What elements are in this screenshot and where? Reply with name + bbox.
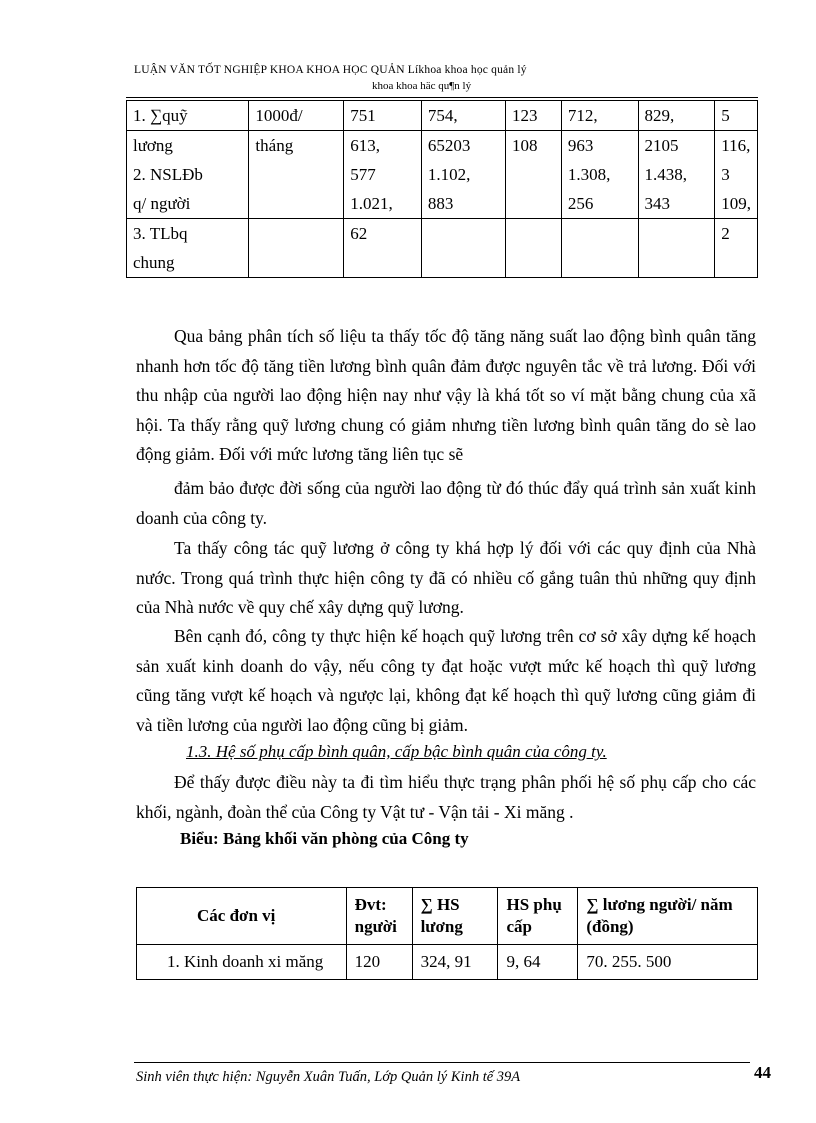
page-number: 44 [754,1063,771,1082]
footer-text: Sinh viên thực hiện: Nguyễn Xuân Tuấn, Lớp Quản lý Kinh tế 39A [136,1069,521,1085]
table-cell: 120 [346,945,412,980]
table-cell: 829, [638,101,715,131]
paragraph-living-standard: đảm bảo được đời sống của người lao động từ đó thúc đẩy quá trình sản xuất kinh doanh của công ty. [136,478,756,528]
table-cell: tháng [249,131,344,219]
footer-rule [134,1062,750,1063]
table-cell: 1. Kinh doanh xi măng [137,945,347,980]
table-caption: Biểu: Bảng khối văn phòng của Công ty [180,829,469,848]
header-rule [126,97,758,98]
table-cell: 613, 577 1.021, [344,131,422,219]
table-cell: 123 [506,101,562,131]
table-cell: 3. TLbq chung [127,219,249,278]
table-cell: lương 2. NSLĐb q/ người [127,131,249,219]
table-row [127,101,758,131]
table-cell: 116, 3 109, [715,131,758,219]
column-header: ∑ HS lương [412,888,498,945]
table-cell: 963 1.308, 256 [561,131,638,219]
table-row [127,131,758,219]
table-cell: 2105 1.438, 343 [638,131,715,219]
table-cell: 2 [715,219,758,278]
table-cell [506,219,562,278]
paragraph-intro-table: Để thấy được điều này ta đi tìm hiểu thực trạng phân phối hệ số phụ cấp cho các khối, ngành, đoàn thể của Công ty Vật tư - Vận tải - Xi măng . [136,772,756,822]
table-cell: 1. ∑quỹ [127,101,249,131]
table-cell: 108 [506,131,562,219]
column-header: Đvt: người [346,888,412,945]
table-cell: 324, 91 [412,945,498,980]
paragraph-analysis: Qua bảng phân tích số liệu ta thấy tốc độ tăng năng suất lao động bình quân tăng nhanh hơn tốc độ tăng tiền lương bình quân đảm được nguyên tắc về trả lương. Đối với thu nhập của người lao động hiện nay như vậy là khá tốt so ví mặt bằng chung của xã hội. Ta thấy rằng quỹ lương chung có giảm nhưng tiền lương bình quân tăng do sè lao động giảm. Đối với mức lương tăng liên tục sẽ [136,326,756,464]
table-cell [421,219,505,278]
table-cell: 65203 1.102, 883 [421,131,505,219]
table-cell [638,219,715,278]
salary-productivity-table [126,100,758,278]
table-cell: 751 [344,101,422,131]
column-header: HS phụ cấp [498,888,578,945]
table-cell: 9, 64 [498,945,578,980]
paragraph-compliance: Ta thấy công tác quỹ lương ở công ty khá hợp lý đối với các quy định của Nhà nước. Trong quá trình thực hiện công ty đã có nhiều cố gắng tuân thủ những quy định của Nhà nước về quy chế xây dựng quỹ lương. [136,538,756,617]
office-block-table [136,887,758,980]
table-cell: 712, [561,101,638,131]
running-header-subtitle: khoa khoa häc qu¶n lý [372,80,472,92]
table-cell: 5 [715,101,758,131]
table-row [137,945,758,980]
column-header: Các đơn vị [137,888,347,945]
table-cell: 754, [421,101,505,131]
section-heading: 1.3. Hệ số phụ cấp bình quân, cấp bậc bình quân của công ty. [186,742,607,761]
table-row [127,219,758,278]
table-cell: 1000đ/ [249,101,344,131]
column-header: ∑ lương người/ năm (đồng) [578,888,758,945]
table-cell: 70. 255. 500 [578,945,758,980]
table-cell [561,219,638,278]
table-header-row [137,888,758,945]
paragraph-plan: Bên cạnh đó, công ty thực hiện kế hoạch quỹ lương trên cơ sở xây dựng kế hoạch sản xuất kinh doanh do vậy, nếu công ty đạt hoặc vượt mức kế hoạch thì quỹ lương cũng tăng vượt kế hoạch và ngược lại, không đạt kế hoạch thì quỹ lương cũng giảm đi và tiền lương của người lao động cũng bị giảm. [136,626,756,735]
running-header: LUẬN VĂN TỐT NGHIỆP KHOA KHOA HỌC QUẢN Líkhoa khoa học quản lý [134,64,527,76]
table-cell [249,219,344,278]
table-cell: 62 [344,219,422,278]
